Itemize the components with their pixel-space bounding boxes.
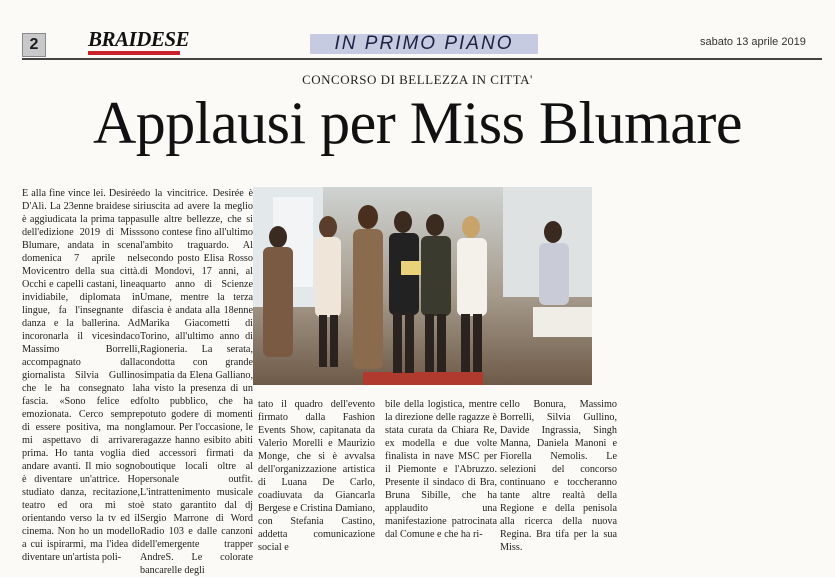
article-column-5: cello Bonura, Massimo Borrelli, Silvia Gullino, Davide Ingrassia, Singh Manna, Daniela Manoni e Fiorella Nemolis. Le selezioni del concorso continuano e toccheranno tante altre realtà della Regione e della penisola alla ricerca della nuova Regina. Bra tifa per la sua Miss. [500,399,617,553]
article-column-4: bile della logistica, mentre la direzione delle ragazze è stata curata da Chiara Re, ex modella e due volte finalista in nave MSC per il Piemonte e l'Abruzzo. Presente il sindaco di Bra, Bruna Sibille, che ha applaudito una manifestazione patrocinata dal Comune e che ha ri- [385,399,497,540]
newspaper-logo [88,27,190,55]
article-column-3: tato il quadro dell'evento firmato dalla Fashion Events Show, capitanata da Valerio Morelli e Maurizio Monge, che si è avvalsa dell'organizzazione artistica di Luana De Carlo, coadiuvata da Giancarla Bergese e Cristina Damiano, con Stefania Castino, addetta comunicazione social e [258,399,375,553]
article-kicker: CONCORSO DI BELLEZZA IN CITTA' [302,72,533,87]
logo-accent-bar [88,51,180,55]
header-rule [22,58,822,60]
article-photo [253,187,592,385]
article-column-1: E alla fine vince lei. Desirée D'Alì. La 23enne braidese si è aggiudicata la prima tappa dell'edizione 2019 di Miss Blumare, andata in scena domenica 7 aprile nel Movicentro della sua città. Occhi e capelli castani, linea invidiabile, diplomata in lingue, fa l'insegnante di danza e la ballerina. Ad incoronarla il vicesindaco Massimo Borrelli, accompagnato dalla giornalista Silvia Gullino che le ha consegnato la fascia. «Sono felice ed emozionata. Cerco sempre di essere positiva, ma non mi aspettavo di arrivare prima. Ho tanta voglia di andare avanti. Il mio sogno è diventare un'attrice. Ho studiato danza, recitazione, teatro ed ora mi sto orientando verso la tv ed il cinema. Non ho un modello a cui ispirarmi, ma l'idea di diventare un'artista poli- [22,188,140,563]
photo-illustration [253,187,592,385]
issue-date: sabato 13 aprile 2019 [700,36,806,48]
logo-text: BRAIDESE [88,27,190,51]
section-title: IN PRIMO PIANO [310,34,538,54]
article-column-2: do la vincitrice. Desirée è riuscita ad avere la meglio sulle altre bellezze, che si sono contese fino all'ultimo l'ambito traguardo. Al secondo posto Elisa Rosso di Mondovì, 17 anni, al quarto anno di Scienze Umane, mentre la terza fascia è andata alla 18enne Marika Giacometti di Torino, all'ultimo anno di Ragioneria. La serata, condotta con grande simpatia da Elena Galliano, ha visto la presenza di un folto pubblico, che ha potuto godere di momenti glamour. Per l'occasione, le ragazze hanno esibito abiti ed accessori firmati da boutique locali oltre al personale outfit. L'intrattenimento musicale è stato garantito dal dj Sergio Marrone di Word Radio 103 e dalle canzoni dell'emergente trapper AndreS. Le colorate bancarelle degli [140,188,253,576]
page-number: 2 [22,33,46,57]
article-headline: Applausi per Miss Blumare [92,90,743,156]
